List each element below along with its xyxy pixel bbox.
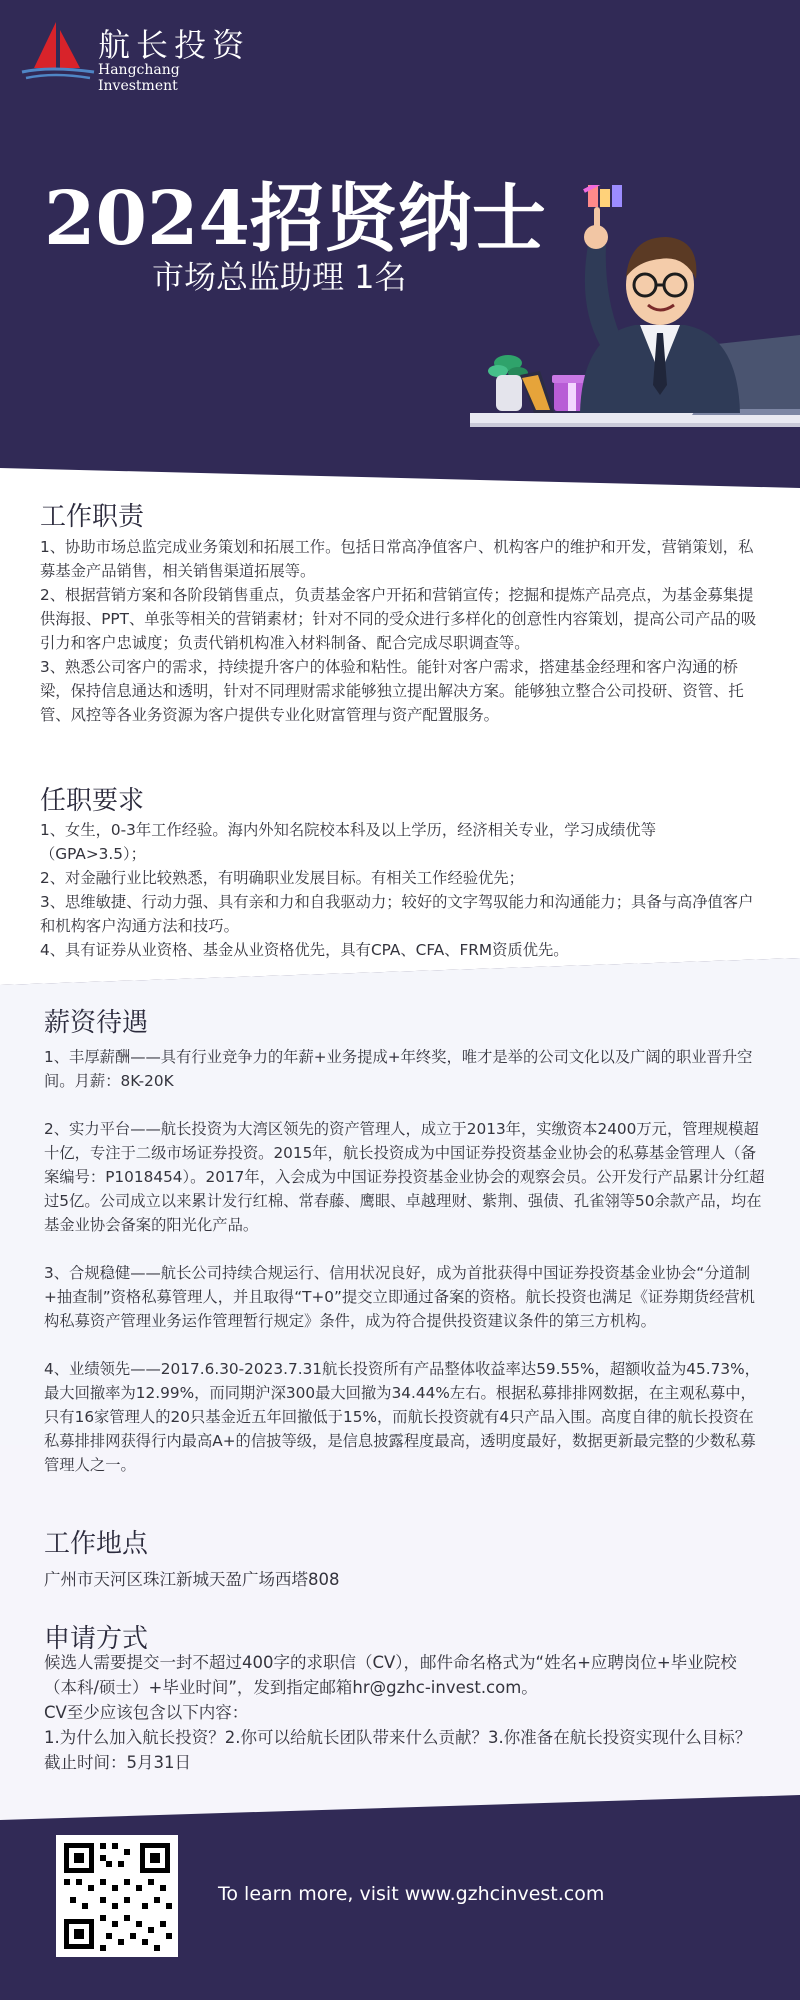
hero-title: 2024招贤纳士 xyxy=(44,176,546,262)
brand-name-cn: 航长投资 xyxy=(98,26,251,64)
list-item: 4、业绩领先——2017.6.30-2023.7.31航长投资所有产品整体收益率达59.55%，超额收益为45.73%，最大回撤率为12.99%，而同期沪深300最大回撤为34.44%左右。根据私募排排网数据，在主观私募中，只有16家管理人的20只基金近五年回撤低于15%，而航长投资就有4只产品入围。高度自律的航长投资在私募排排网获得行内最高A+的信披等级，是信息披露程度最高，透明度最好，数据更新最完整的少数私募管理人之一。 xyxy=(44,1360,760,1474)
apply-line: CV至少应该包含以下内容： xyxy=(44,1703,249,1722)
footer-website-text[interactable]: To learn more, visit www.gzhcinvest.com xyxy=(218,1883,605,1905)
apply-instructions xyxy=(44,1650,762,1775)
work-address: 广州市天河区珠江新城天盈广场西塔808 xyxy=(44,1570,340,1589)
apply-line: 1.为什么加入航长投资？2.你可以给航长团队带来什么贡献？3.你准备在航长投资实现什么目标？ xyxy=(44,1728,752,1747)
duties-list xyxy=(40,535,760,727)
list-item: 3、思维敏捷、行动力强、具有亲和力和自我驱动力；较好的文字驾驭能力和沟通能力；具备与高净值客户和机构客户沟通方法和技巧。 xyxy=(40,893,754,935)
apply-line: 候选人需要提交一封不超过400字的求职信（CV），邮件命名格式为“姓名+应聘岗位+毕业院校（本科/硕士）+毕业时间”，发到指定邮箱hr@gzhc-invest.com。 xyxy=(44,1653,737,1697)
brand-name-en: Hangchang Investment xyxy=(98,62,180,94)
list-item: 2、对金融行业比较熟悉，有明确职业发展目标。有相关工作经验优先； xyxy=(40,869,524,887)
section-title-requirements: 任职要求 xyxy=(40,786,145,816)
section-title-apply: 申请方式 xyxy=(44,1624,149,1654)
qr-code[interactable] xyxy=(56,1835,178,1957)
list-item: 1、丰厚薪酬——具有行业竞争力的年薪+业务提成+年终奖，唯才是举的公司文化以及广阔的职业晋升空间。月薪：8K-20K xyxy=(44,1048,753,1090)
benefits-list xyxy=(44,1045,769,1477)
hero-subtitle: 市场总监助理 1名 xyxy=(152,258,407,296)
requirements-list xyxy=(40,818,760,962)
qr-code-icon xyxy=(56,1835,178,1957)
section-title-location: 工作地点 xyxy=(44,1529,149,1559)
section-title-benefits: 薪资待遇 xyxy=(44,1008,149,1038)
list-item: 4、具有证券从业资格、基金从业资格优先，具有CPA、CFA、FRM资质优先。 xyxy=(40,941,569,959)
list-item: 1、女生，0-3年工作经验。海内外知名院校本科及以上学历，经济相关专业，学习成绩优等（GPA>3.5）； xyxy=(40,821,657,863)
apply-line: 截止时间：5月31日 xyxy=(44,1753,191,1772)
section-title-duties: 工作职责 xyxy=(40,502,145,532)
list-item: 2、实力平台——航长投资为大湾区领先的资产管理人，成立于2013年，实缴资本2400万元，管理规模超十亿，专注于二级市场证券投资。2015年，航长投资成为中国证券投资基金业协会的私募基金管理人（备案编号：P1018454）。2017年，入会成为中国证券投资基金业协会的观察会员。公开发行产品累计分红超过5亿。公司成立以来累计发行红棉、常春藤、鹰眼、卓越理财、紫荆、强债、孔雀翎等50余款产品，均在基金业协会备案的阳光化产品。 xyxy=(44,1120,765,1234)
list-item: 2、根据营销方案和各阶段销售重点，负责基金客户开拓和营销宣传；挖掘和提炼产品亮点，为基金募集提供海报、PPT、单张等相关的营销素材；针对不同的受众进行多样化的创意性内容策划，提高公司产品的吸引力和客户忠诚度；负责代销机构准入材料制备、配合完成尽职调查等。 xyxy=(40,586,757,652)
list-item: 3、熟悉公司客户的需求，持续提升客户的体验和粘性。能针对客户需求，搭建基金经理和客户沟通的桥梁，保持信息通达和透明，针对不同理财需求能够独立提出解决方案。能够独立整合公司投研、资管、托管、风控等各业务资源为客户提供专业化财富管理与资产配置服务。 xyxy=(40,658,744,724)
list-item: 3、合规稳健——航长公司持续合规运行、信用状况良好，成为首批获得中国证券投资基金业协会“分道制+抽查制”资格私募管理人，并且取得“T+0”提交立即通过备案的资格。航长投资也满足《证券期货经营机构私募资产管理业务运作管理暂行规定》条件，成为符合提供投资建议条件的第三方机构。 xyxy=(44,1264,755,1330)
list-item: 1、协助市场总监完成业务策划和拓展工作。包括日常高净值客户、机构客户的维护和开发，营销策划，私募基金产品销售，相关销售渠道拓展等。 xyxy=(40,538,754,580)
